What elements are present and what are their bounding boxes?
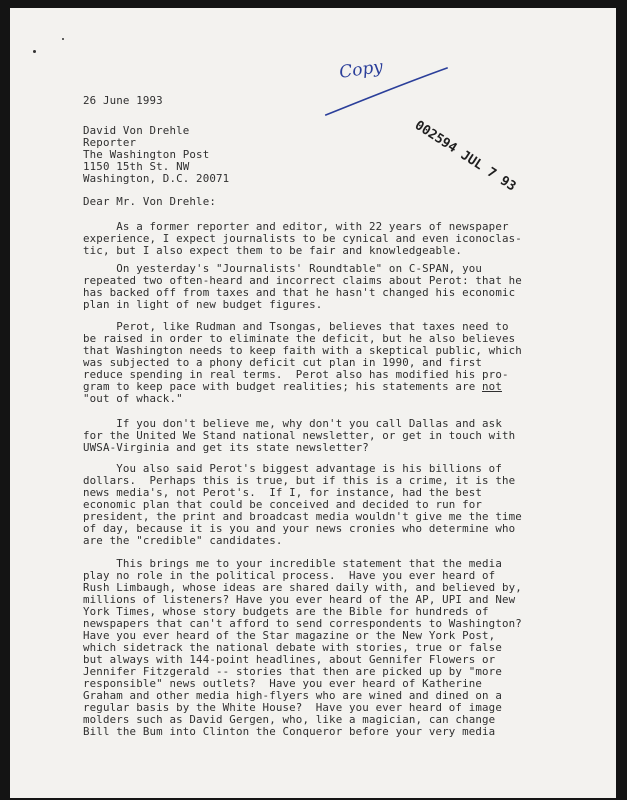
paragraph-line: "out of whack." — [83, 392, 183, 405]
paragraph-5 — [83, 463, 613, 551]
paragraph-line: but always with 144-point headlines, about Gennifer Flowers or — [83, 653, 496, 666]
paragraph-line: UWSA-Virginia and get its state newsletter? — [83, 441, 369, 454]
handwritten-copy-text: Copy — [338, 56, 385, 83]
paragraph-line: newspapers that can't afford to send correspondents to Washington? — [83, 617, 522, 630]
paragraph-line: news media's, not Perot's. If I, for instance, had the best — [83, 486, 483, 499]
paragraph-line: be raised in order to eliminate the deficit, but he also believes — [83, 332, 516, 345]
paragraph-line: Have you ever heard of the Star magazine or the New York Post, — [83, 629, 496, 642]
paragraph-line: On yesterday's "Journalists' Roundtable" on C-SPAN, you — [83, 262, 483, 275]
paragraph-line: tic, but I also expect them to be fair and knowledgeable. — [83, 244, 463, 257]
paragraph-6 — [83, 558, 613, 742]
salutation: Dear Mr. Von Drehle: — [83, 195, 217, 208]
address-line: Reporter — [83, 136, 137, 149]
paragraph-line: Perot, like Rudman and Tsongas, believes that taxes need to — [83, 320, 509, 333]
paragraph-line: You also said Perot's biggest advantage is his billions of — [83, 462, 502, 475]
paper-speck — [33, 50, 36, 53]
paragraph-line: molders such as David Gergen, who, like a magician, can change — [83, 713, 496, 726]
underlined-not: not — [482, 380, 502, 393]
paragraph-line: of day, because it is you and your news cronies who determine who — [83, 522, 516, 535]
address-line: David Von Drehle — [83, 124, 190, 137]
address-line: 1150 15th St. NW — [83, 160, 190, 173]
paragraph-line: repeated two often-heard and incorrect claims about Perot: that he — [83, 274, 522, 287]
paragraph-1 — [83, 221, 613, 261]
paragraph-line: responsible" news outlets? Have you ever heard of Katherine — [83, 677, 483, 690]
letter-date: 26 June 1993 — [83, 94, 163, 107]
paragraph-line: Graham and other media high-flyers who are wined and dined on a — [83, 689, 502, 702]
paragraph-line: are the "credible" candidates. — [83, 534, 283, 547]
paragraph-4 — [83, 418, 613, 458]
paragraph-line: This brings me to your incredible statement that the media — [83, 557, 502, 570]
paper-speck — [62, 38, 64, 40]
paragraph-line: York Times, whose story budgets are the Bible for hundreds of — [83, 605, 489, 618]
paragraph-line: If you don't believe me, why don't you call Dallas and ask — [83, 417, 502, 430]
paragraph-line: plan in light of new budget figures. — [83, 298, 323, 311]
paragraph-line: As a former reporter and editor, with 22 years of newspaper — [83, 220, 509, 233]
paragraph-line-text: gram to keep pace with budget realities; his statements are — [83, 380, 483, 393]
handwritten-copy-note — [338, 57, 384, 83]
paragraph-line: which sidetrack the national debate with stories, true or false — [83, 641, 502, 654]
recipient-address — [83, 125, 423, 185]
address-line: Washington, D.C. 20071 — [83, 172, 230, 185]
paragraph-3 — [83, 321, 613, 409]
paragraph-line: for the United We Stand national newsletter, or get in touch with — [83, 429, 516, 442]
letter-page — [10, 8, 616, 798]
paragraph-line: economic plan that could be conceived and decided to run for — [83, 498, 483, 511]
paragraph-2 — [83, 263, 613, 315]
paragraph-line: regular basis by the White House? Have you ever heard of image — [83, 701, 502, 714]
paragraph-line: reduce spending in real terms. Perot also has modified his pro- — [83, 368, 509, 381]
address-line: The Washington Post — [83, 148, 210, 161]
paragraph-line: Jennifer Fitzgerald -- stories that then are picked up by "more — [83, 665, 502, 678]
paragraph-line: president, the print and broadcast media wouldn't give me the time — [83, 510, 522, 523]
paragraph-line: dollars. Perhaps this is true, but if this is a crime, it is the — [83, 474, 516, 487]
received-date-stamp: 002594 JUL 7 93 — [411, 118, 519, 195]
paragraph-line: millions of listeners? Have you ever heard of the AP, UPI and New — [83, 593, 516, 606]
paragraph-line: Bill the Bum into Clinton the Conqueror before your very media — [83, 725, 496, 738]
paragraph-line: Rush Limbaugh, whose ideas are shared daily with, and believed by, — [83, 581, 522, 594]
paragraph-line: that Washington needs to keep faith with a skeptical public, which — [83, 344, 522, 357]
paragraph-line: experience, I expect journalists to be cynical and even iconoclas- — [83, 232, 522, 245]
paragraph-line: was subjected to a phony deficit cut plan in 1990, and first — [83, 356, 483, 369]
paragraph-line: has backed off from taxes and that he hasn't changed his economic — [83, 286, 516, 299]
paragraph-line: play no role in the political process. Have you ever heard of — [83, 569, 496, 582]
